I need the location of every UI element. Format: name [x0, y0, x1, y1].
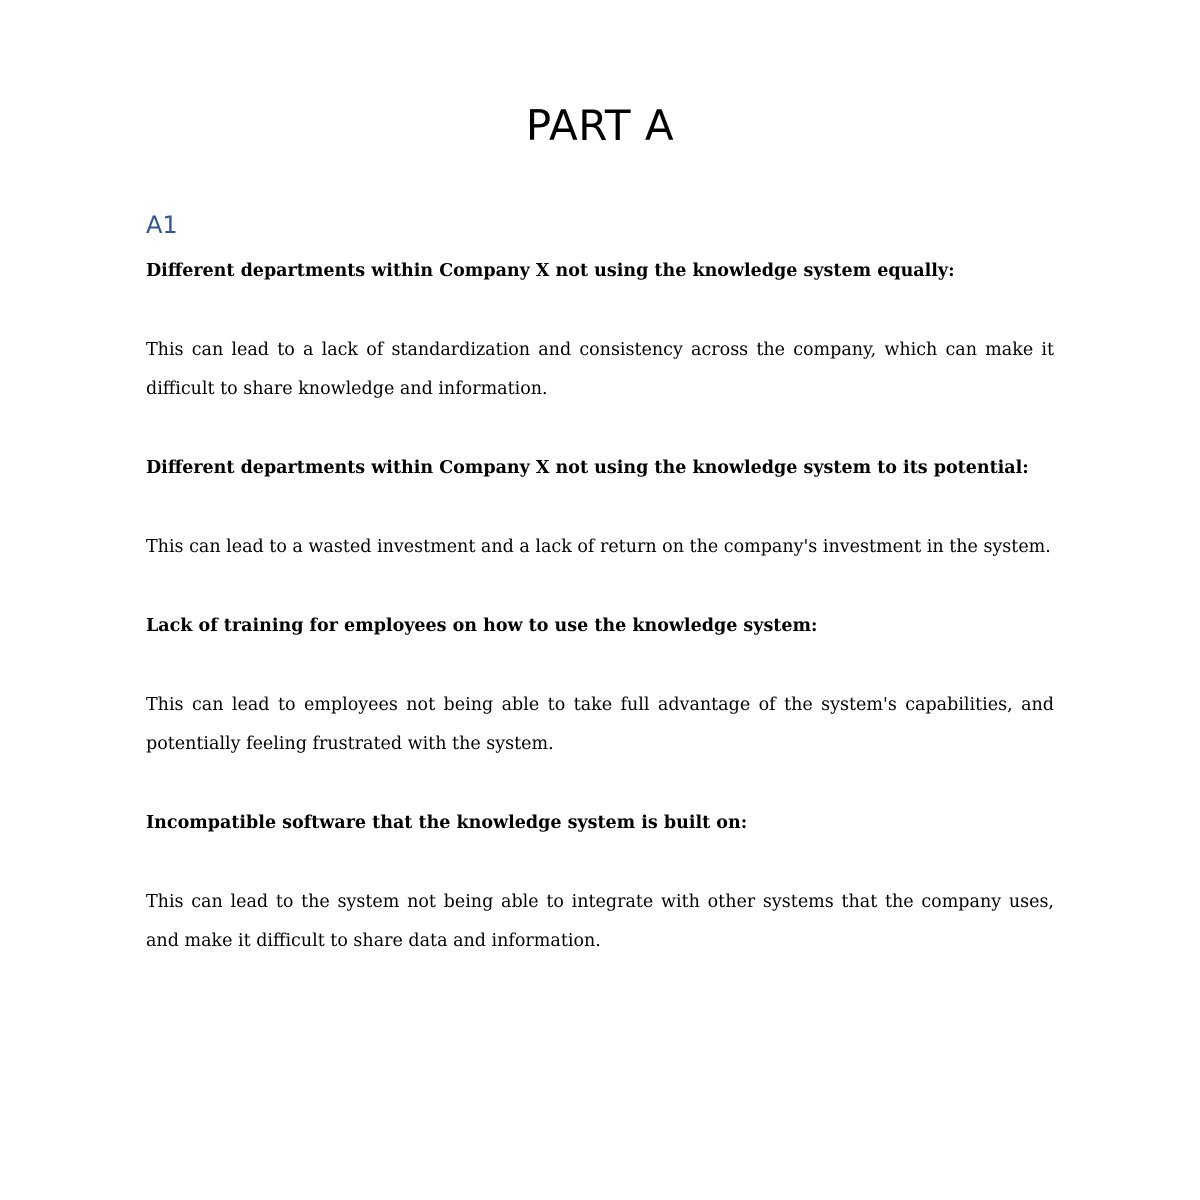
item-body: This can lead to employees not being able to take full advantage of the system's capabilities, and potentially feeling frustrated with the system.: [146, 695, 1054, 754]
item-heading: Lack of training for employees on how to use the knowledge system:: [146, 616, 818, 636]
item-body: This can lead to a wasted investment and a lack of return on the company's investment in the system.: [146, 537, 1051, 557]
item-heading: Different departments within Company X not using the knowledge system equally:: [146, 261, 955, 281]
item-4: [146, 804, 1054, 961]
page-title: PART A: [525, 101, 675, 150]
item-3: [146, 607, 1054, 764]
item-body: This can lead to a lack of standardization and consistency across the company, which can make it difficult to share knowledge and information.: [146, 340, 1054, 399]
section-heading-a1: A1: [146, 211, 178, 239]
item-body: This can lead to the system not being able to integrate with other systems that the company uses, and make it difficult to share data and information.: [146, 892, 1054, 951]
item-2: [146, 449, 1054, 567]
item-heading: Different departments within Company X not using the knowledge system to its potential:: [146, 458, 1029, 478]
item-1: [146, 252, 1054, 409]
item-heading: Incompatible software that the knowledge system is built on:: [146, 813, 748, 833]
